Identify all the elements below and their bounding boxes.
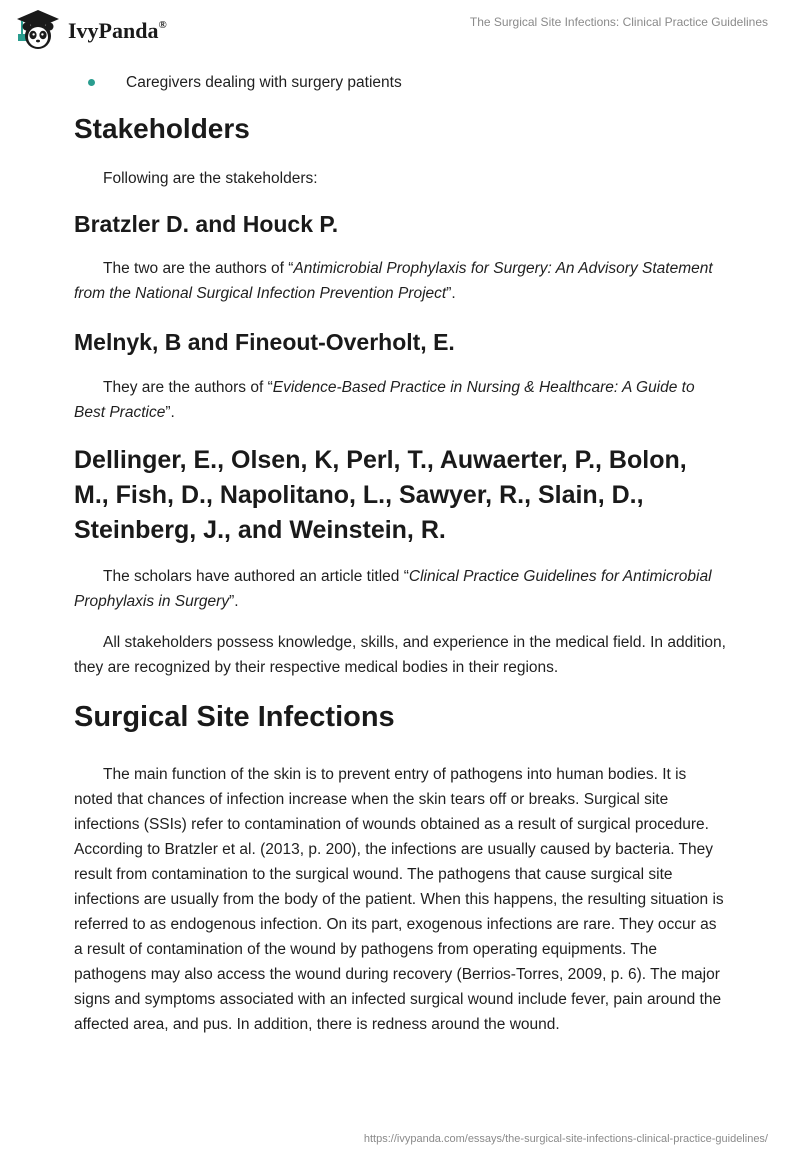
- subheading-melnyk-fineout: Melnyk, B and Fineout-Overholt, E.: [74, 329, 455, 355]
- brand-name: IvyPanda®: [68, 18, 167, 43]
- subheading-bratzler-houck: Bratzler D. and Houck P.: [74, 211, 339, 237]
- list-item: Caregivers dealing with surgery patients: [74, 70, 726, 96]
- paragraph-dellinger-et-al: The scholars have authored an article titled “Clinical Practice Guidelines for Antimicrobial Prophylaxis in Surgery”.: [74, 568, 712, 610]
- bullet-icon: [88, 79, 95, 86]
- document-title: The Surgical Site Infections: Clinical Practice Guidelines: [469, 15, 768, 29]
- ssi-body-paragraph: The main function of the skin is to prevent entry of pathogens into human bodies. It is noted that chances of infection increase when the skin tears off or breaks. Surgical site infections (SSIs) refer to contamination of wounds obtained as a result of surgical procedure. According to Bratzler et al. (2013, p. 200), the infections are usually caused by bacteria. They result from contamination to the surgical wound. The pathogens that cause surgical site infections are usually from the body of the patient. When this happens, the resulting situation is referred to as endogenous infection. On its part, exogenous infections are rare. They occur as a result of contamination of the wound by pathogens from operating equipments. The pathogens may also access the wound during recovery (Berrios-Torres, 2009, p. 6). The major signs and symptoms associated with an infected surgical wound include fever, pain around the affected area, and pus. In addition, there is redness around the wound.: [74, 766, 724, 1033]
- page-header: [0, 0, 800, 64]
- main-content: [74, 70, 726, 1037]
- section-heading-surgical-site-infections: Surgical Site Infections: [74, 701, 395, 733]
- subheading-dellinger-et-al: Dellinger, E., Olsen, K, Perl, T., Auwaerter, P., Bolon, M., Fish, D., Napolitano, L., Sawyer, R., Slain, D., Steinberg, J., and Weinstein, R.: [74, 446, 687, 544]
- paragraph-bratzler-houck: The two are the authors of “Antimicrobial Prophylaxis for Surgery: An Advisory Statement from the National Surgical Infection Prevention Project”.: [74, 260, 713, 302]
- brand-logo[interactable]: [14, 8, 167, 52]
- stakeholders-intro: Following are the stakeholders:: [103, 170, 318, 187]
- panda-graduate-logo-icon: [14, 8, 62, 52]
- paragraph-melnyk-fineout: They are the authors of “Evidence-Based Practice in Nursing & Healthcare: A Guide to Best Practice”.: [74, 379, 695, 421]
- stakeholders-closing-paragraph: All stakeholders possess knowledge, skills, and experience in the medical field. In addition, they are recognized by their respective medical bodies in their regions.: [74, 634, 726, 676]
- section-heading-stakeholders: Stakeholders: [74, 113, 250, 144]
- bullet-list: [74, 70, 726, 96]
- footer-url[interactable]: https://ivypanda.com/essays/the-surgical-site-infections-clinical-practice-guidelines/: [363, 1133, 768, 1145]
